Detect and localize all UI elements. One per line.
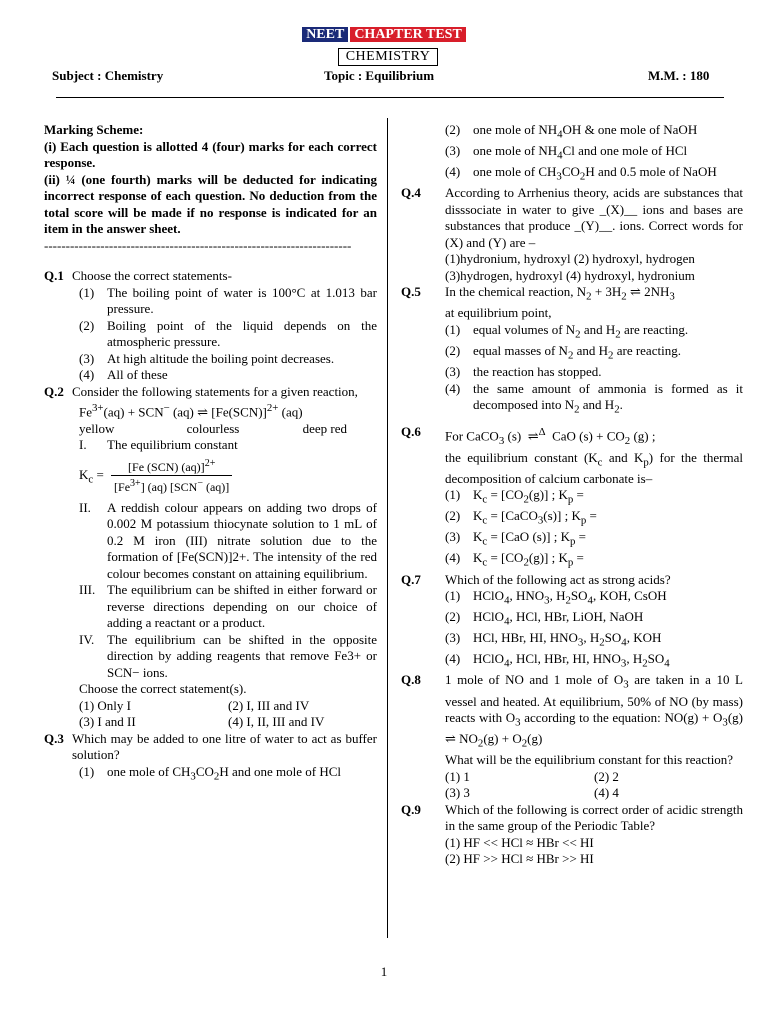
q9-option-1: (1) HF << HCl ≈ HBr << HI (445, 834, 594, 850)
question-2: Q.2 Consider the following statements for a given reaction, (44, 383, 358, 399)
question-1: Q.1 Choose the correct statements- (44, 268, 232, 283)
q2-choose: Choose the correct statement(s). (79, 681, 247, 697)
q6-option-2: (2) $K_c$ = [CaCO$_3$(s)] ; $K_p$ = (445, 508, 597, 527)
marking-title: Marking Scheme: (44, 122, 144, 137)
q7-option-3: (3) HCl, HBr, HI, $HNO_3$, $H_2SO_4$, KOH (445, 630, 662, 649)
q7-option-2: (2) HClO$_4$, HCl, HBr, LiOH, NaOH (445, 609, 644, 628)
q4-options-1: (1)hydronium, hydroxyl (2) hydroxyl, hydrogen (445, 251, 695, 267)
q6-option-4: (4) $K_c = [CO_2(g)]$ ; $K_p$ = (445, 550, 584, 570)
topic-label: Topic : Equilibrium (324, 68, 435, 83)
max-marks: M.M. : 180 (648, 68, 710, 83)
q1-option-3: (3) At high altitude the boiling point decreases. (79, 350, 335, 366)
marking-rule-1: (i) Each question is allotted 4 (four) marks for each correct response. (44, 138, 377, 170)
subject-box: CHEMISTRY (338, 48, 438, 66)
question-7: Q.7 Which of the following act as strong acids? (401, 571, 671, 587)
banner-chapter-test: CHAPTER TEST (350, 27, 466, 42)
q5-option-3: (3) the reaction has stopped. (445, 364, 602, 380)
q8-question: What will be the equilibrium constant for this reaction? (445, 752, 734, 768)
q8-options-row-1: (1) 1 (2) 2 (445, 768, 619, 784)
page-number: 1 (380, 964, 388, 979)
header-divider (56, 97, 724, 98)
q3-option-2: (2) one mole of $NH_4OH$ & one mole of NaOH (445, 122, 698, 141)
subject-label: Subject : Chemistry (52, 68, 164, 83)
q1-option-4: (4) All of these (79, 367, 168, 382)
marking-rule-2: (ii) ¼ (one fourth) marks will be deducted for indicating incorrect response of each question. No deduction from the total score will be made if no response is indicated for an item in the answer sheet. (44, 171, 377, 236)
q2-options-row-1: (1) Only I (2) I, III and IV (79, 697, 310, 713)
column-divider (387, 118, 388, 938)
question-5: Q.5 In the chemical reaction, $N_2 + 3H_2$ ⇌ $2NH_3$ (401, 284, 675, 303)
kc-expression: $K_c$ = $\frac{[Fe (SCN) (aq)]^{2+}}{[Fe^{3+}] (aq) [SCN^- (aq)]}$ (79, 456, 377, 496)
q2-options-row-2: (3) I and II (4) I, II, III and IV (79, 714, 325, 730)
q3-option-1: (1) one mole of $CH_3CO_2H$ and one mole of HCl (79, 763, 341, 783)
right-column (401, 122, 743, 868)
q5-subtext: at equilibrium point, (445, 305, 552, 321)
test-banner (0, 27, 768, 43)
q5-option-2: (2) equal masses of $N_2$ and $H_2$ are reacting. (445, 342, 681, 362)
q6-option-3: (3) $K_c = [CaO$ (s)] ; $K_p$ = (445, 529, 587, 548)
q2-reaction: $Fe^{3+}(aq) + SCN^-$ (aq) ⇌ $[Fe(SCN)]^{2+}$ (aq) (79, 402, 303, 420)
banner-neet: NEET (302, 27, 348, 42)
q8-options-row-2: (3) 3 (4) 4 (445, 785, 619, 801)
q2-statement-1: I. The equilibrium constant (79, 437, 238, 453)
q2-statement-4: IV. The equilibrium can be shifted in the opposite direction by adding reagents that remove Fe3+ or SCN− ions. (79, 631, 377, 680)
q1-option-2: (2) Boiling point of the liquid depends on the atmospheric pressure. (79, 317, 377, 349)
q7-option-1: (1) HClO$_4$, $HNO_3$, $H_2SO_4$, KOH, CsOH (445, 588, 667, 607)
question-4: Q.4 According to Arrhenius theory, acids are substances that disssociate in water to give _(X)__ ions and bases are substances that produce _(Y)__. ions. Correct words for (X) and (Y) are – (401, 185, 743, 250)
question-6: Q.6 For CaCO$_3$ (s) ⇌$^\Delta$ CaO $(s) + CO_2$ (g) ; (401, 424, 656, 448)
q5-option-4: (4) the same amount of ammonia is formed as it decomposed into $N_2$ and $H_2$. (445, 380, 743, 416)
left-column (44, 122, 377, 785)
q3-option-3: (3) one mole of $NH_4Cl$ and one mole of HCl (445, 143, 688, 162)
q2-statement-2: II. A reddish colour appears on adding two drops of 0.002 M potassium thiocynate solution to 1 mL of 0.2 M iron (III) nitrate solution due to the formation of [Fe(SCN)]2+. The intensity of the red colour becomes constant on attaining equilibrium. (79, 499, 377, 581)
q6-text: the equilibrium constant ($K_c$ and $K_p$) for the thermal decomposition of calcium carbonate is– (445, 449, 743, 486)
question-8: Q.8 1 mole of NO and 1 mole of $O_3$ are taken in a 10 L vessel and heated. At equilibrium, 50% of NO (by mass) reacts with $O_3$ according to the equation: $NO(g) + O_3(g)$ ⇌ $NO_2(g) + O_2(g)$ (401, 672, 743, 750)
q5-option-1: (1) equal volumes of $N_2$ and $H_2$ are reacting. (445, 321, 689, 341)
q7-option-4: (4) HClO$_4$, HCl, HBr, HI, $HNO_3$, $H_2SO_4$ (445, 651, 670, 670)
question-3: Q.3 Which may be added to one litre of water to act as buffer solution? (44, 730, 377, 763)
q9-option-2: (2) HF >> HCl ≈ HBr >> HI (445, 851, 594, 867)
question-9: Q.9 Which of the following is correct order of acidic strength in the same group of the Periodic Table? (401, 801, 743, 834)
q2-statement-3: III. The equilibrium can be shifted in either forward or reverse directions depending on our choice of adding a reactant or a product. (79, 582, 377, 631)
q2-colours: yellow colourless deep red (79, 420, 347, 436)
q6-option-1: (1) $K_c = [CO_2(g)]$ ; $K_p$ = (445, 487, 584, 506)
q1-option-1: (1) The boiling point of water is 100°C at 1.013 bar pressure. (79, 284, 377, 316)
q3-option-4: (4) one mole of $CH_3CO_2H$ and 0.5 mole of NaOH (445, 164, 717, 183)
q4-options-2: (3)hydrogen, hydroxyl (4) hydroxyl, hydronium (445, 267, 695, 283)
dashed-separator: ----------------------------------------------------------------------- (44, 237, 352, 253)
